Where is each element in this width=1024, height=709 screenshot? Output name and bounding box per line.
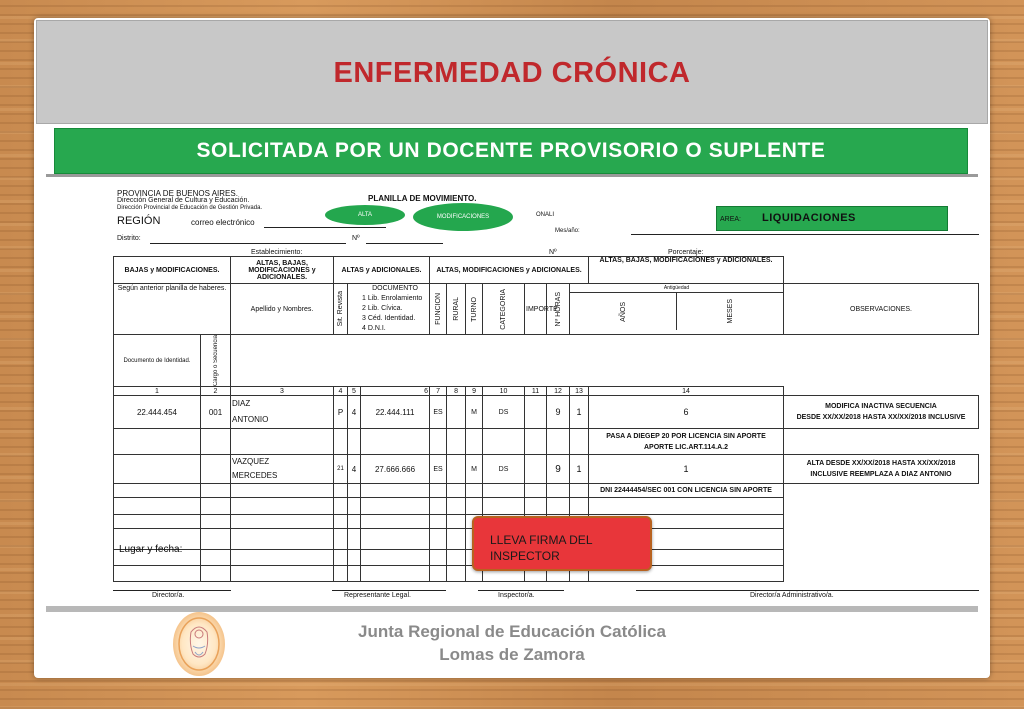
col-num: 9 [466, 387, 483, 396]
obs-header: OBSERVACIONES. [784, 284, 979, 335]
row1-doc: 22.444.111 [361, 396, 430, 429]
row3-firstname: MERCEDES [232, 471, 278, 481]
table-row [114, 396, 979, 429]
row1-importe [525, 396, 547, 429]
row2-obs [589, 429, 784, 455]
col-num: 13 [570, 387, 589, 396]
sig-line-admin [636, 590, 979, 591]
row1-tipo: 4 [348, 396, 361, 429]
col-num: 8 [447, 387, 466, 396]
meses-label: MESES [726, 299, 734, 324]
table-row [114, 498, 979, 515]
col-num: 10 [483, 387, 525, 396]
form-subtitle-tail: ONALI [536, 212, 555, 218]
segun-header [114, 284, 231, 335]
col-num: 14 [589, 387, 784, 396]
col-num: 4 [334, 387, 348, 396]
row1-obs-line1: MODIFICA INACTIVA SECUENCIA [825, 403, 937, 411]
footer-line-1: Junta Regional de Educación Católica [358, 622, 666, 641]
table-row [114, 455, 979, 484]
subheader-spacer [231, 335, 784, 387]
row3-func: ES [430, 455, 447, 484]
row3-tipo: 4 [348, 455, 361, 484]
sig-line-director [113, 590, 231, 591]
col-group-bajas: BAJAS y MODIFICACIONES. [114, 257, 231, 284]
row1-dni: 22.444.454 [114, 396, 201, 429]
sit-header [334, 284, 348, 335]
modificaciones-oval: MODIFICACIONES [413, 203, 513, 231]
header-line-3: Dirección Provincial de Educación de Gestión Privada. [117, 205, 263, 211]
documento-label: DOCUMENTO [372, 285, 418, 292]
inspector-signature-note [472, 516, 652, 571]
cargo-label: Cargo o Secuencia [212, 335, 219, 387]
funcion-label: FUNCION [434, 293, 442, 325]
col-num: 12 [547, 387, 570, 396]
col-num: 11 [525, 387, 547, 396]
row3-obs-line2: INCLUSIVE REEMPLAZA A DIAZ ANTONIO [810, 471, 952, 479]
cargo-subheader [201, 335, 231, 387]
row3-rural [447, 455, 466, 484]
row1-name [231, 396, 334, 429]
row3-importe [525, 455, 547, 484]
doc-id-subheader: Documento de Identidad. [114, 335, 201, 387]
doc-option-3: 3 Céd. Identidad. [362, 315, 416, 322]
header-line-2: Dirección General de Cultura y Educación. [117, 197, 250, 204]
note-text: LLEVA FIRMA DEL INSPECTOR [490, 533, 593, 563]
doc-option-2: 2 Lib. Cívica. [362, 305, 403, 312]
row3-surname: VAZQUEZ [232, 457, 270, 467]
row3-meses: 1 [589, 455, 784, 484]
doc-top-divider [46, 174, 978, 177]
sig-line-inspector [478, 590, 564, 591]
row3-obs [784, 455, 979, 484]
slide [34, 18, 990, 678]
slide-subtitle: SOLICITADA POR UN DOCENTE PROVISORIO O SUPLENTE [196, 139, 826, 162]
categoria-label: CATEGORIA [500, 288, 508, 330]
col-group-altas-mod: ALTAS, MODIFICACIONES y ADICIONALES. [430, 257, 589, 284]
turno-header [466, 284, 483, 335]
area-label: AREA: [720, 216, 742, 223]
sig-inspector: Inspector/a. [498, 592, 535, 599]
footer [34, 620, 990, 666]
documento-header [348, 284, 430, 335]
row4-obs: DNI 22444454/SEC 001 CON LICENCIA SIN APORTE [589, 484, 784, 498]
importe-header: IMPORTE [525, 284, 547, 335]
row3-doc: 27.666.666 [361, 455, 430, 484]
row3-horas: 9 [547, 455, 570, 484]
subtitle-bar [54, 128, 968, 174]
row3-sit: 21 [334, 455, 348, 484]
establecimiento-no-label: Nº [549, 249, 557, 256]
row1-func: ES [430, 396, 447, 429]
row1-turno: M [466, 396, 483, 429]
porcentaje-label: Porcentaje: [668, 249, 704, 256]
row1-rural [447, 396, 466, 429]
row1-firstname: ANTONIO [232, 415, 269, 425]
apellido-header: Apellido y Nombres. [231, 284, 334, 335]
col-group-altas-bajas: ALTAS, BAJAS, MODIFICACIONES y ADICIONALES. [231, 257, 334, 284]
area-value: LIQUIDACIONES [762, 212, 856, 224]
anios-label: AÑOS [619, 301, 627, 322]
table-row [114, 484, 979, 498]
row3-name [231, 455, 334, 484]
horas-label: Nº HORAS [554, 291, 562, 327]
funcion-header [430, 284, 447, 335]
segun-label: Según anterior planilla de haberes. [117, 285, 227, 292]
mes-label: Mes/año: [555, 228, 580, 234]
table-row [114, 429, 979, 455]
correo-line [264, 227, 386, 228]
antiguedad-label: Antigüedad [570, 284, 783, 293]
doc-option-1: 1 Lib. Enrolamiento [362, 295, 423, 302]
header-line-1: PROVINCIA DE BUENOS AIRES. [117, 189, 238, 198]
doc-option-4: 4 D.N.I. [362, 325, 386, 332]
col-group-altas: ALTAS y ADICIONALES. [334, 257, 430, 284]
mes-line [631, 234, 979, 235]
alta-oval: ALTA [325, 205, 405, 225]
col-num: 6 [361, 387, 430, 396]
antiguedad-subcols [570, 293, 783, 330]
row1-anios: 1 [570, 396, 589, 429]
row1-obs [784, 396, 979, 429]
col-num: 2 [201, 387, 231, 396]
row1-meses: 6 [589, 396, 784, 429]
sig-line-rep [332, 590, 446, 591]
row1-obs-line2: DESDE XX/XX/2018 HASTA XX/XX/2018 INCLUSIVE [796, 414, 966, 422]
anios-cell [570, 293, 677, 330]
distrito-no-label: Nº [352, 235, 360, 242]
antiguedad-header [570, 284, 784, 335]
area-box [716, 206, 948, 231]
turno-label: TURNO [470, 296, 478, 322]
row3-cat: DS [483, 455, 525, 484]
row1-cat: DS [483, 396, 525, 429]
col-num: 1 [114, 387, 201, 396]
row1-horas: 9 [547, 396, 570, 429]
title-band [36, 20, 988, 124]
correo-label: correo electrónico [191, 218, 255, 227]
categoria-header [483, 284, 525, 335]
form-title: PLANILLA DE MOVIMIENTO. [368, 194, 477, 203]
distrito-label: Distrito: [117, 235, 141, 242]
establecimiento-label: Establecimiento: [251, 249, 303, 256]
sit-label: Sit. Revista [337, 291, 344, 327]
col-num: 7 [430, 387, 447, 396]
slide-title: ENFERMEDAD CRÓNICA [333, 57, 691, 89]
row3-turno: M [466, 455, 483, 484]
col-group-all: ALTAS, BAJAS, MODIFICACIONES y ADICIONALES. [589, 257, 784, 284]
row1-sec: 001 [201, 396, 231, 429]
sig-director-admin: Director/a Administrativo/a. [750, 592, 834, 599]
distrito-no-line [366, 243, 443, 244]
footer-line-2: Lomas de Zamora [439, 645, 585, 664]
region-label: REGIÓN [117, 215, 161, 227]
sig-director: Director/a. [152, 592, 185, 599]
row1-sit: P [334, 396, 348, 429]
meses-cell [677, 293, 783, 330]
rural-label: RURAL [452, 297, 460, 321]
row2-obs-line2: APORTE LIC.ART.114.A.2 [644, 443, 729, 451]
row2-obs-line1: PASA A DIEGEP 20 POR LICENCIA SIN APORTE [606, 432, 766, 440]
distrito-line [150, 243, 346, 244]
rural-header [447, 284, 466, 335]
column-numbers-row [114, 387, 979, 396]
sig-representante: Representante Legal. [344, 592, 411, 599]
row3-anios: 1 [570, 455, 589, 484]
row3-obs-line1: ALTA DESDE XX/XX/2018 HASTA XX/XX/2018 [806, 460, 956, 468]
col-num: 5 [348, 387, 361, 396]
col-num: 3 [231, 387, 334, 396]
row1-surname: DIAZ [232, 399, 251, 409]
lugar-fecha-label: Lugar y fecha: [119, 544, 183, 555]
